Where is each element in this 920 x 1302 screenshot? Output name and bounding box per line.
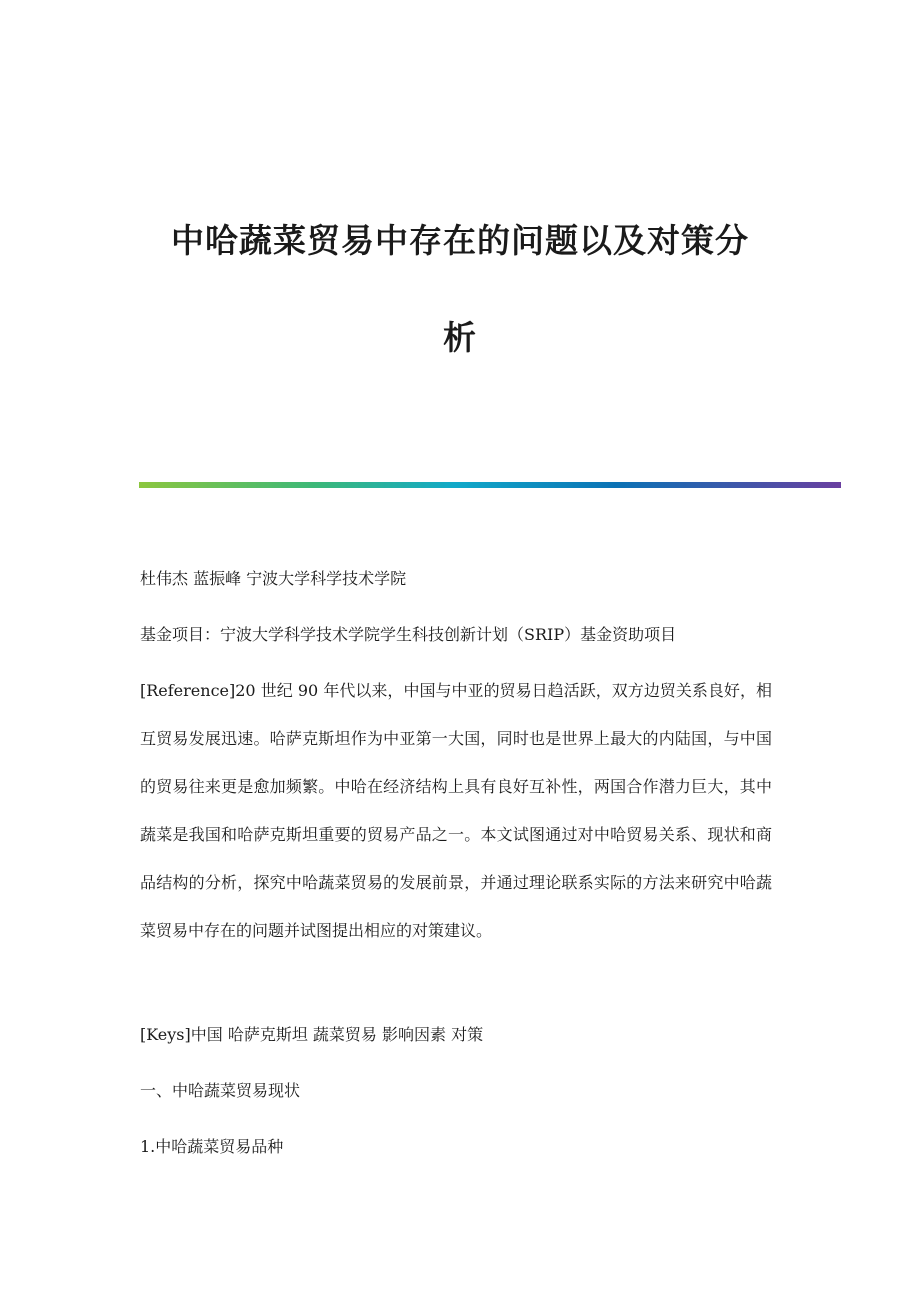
document-title-line-2: 析 bbox=[443, 318, 477, 357]
document-title-line-1: 中哈蔬菜贸易中存在的问题以及对策分 bbox=[171, 221, 749, 260]
keywords-line: [Keys]中国 哈萨克斯坦 蔬菜贸易 影响因素 对策 bbox=[140, 1025, 484, 1044]
abstract-paragraph: [Reference]20 世纪 90 年代以来，中国与中亚的贸易日趋活跃，双方边贸关系良好，相互贸易发展迅速。哈萨克斯坦作为中亚第一大国，同时也是世界上最大的内陆国，与中国的贸易往来更是愈加频繁。中哈在经济结构上具有良好互补性，两国合作潜力巨大，其中蔬菜是我国和哈萨克斯坦重要的贸易产品之一。本文试图通过对中哈贸易关系、现状和商品结构的分析，探究中哈蔬菜贸易的发展前景，并通过理论联系实际的方法来研究中哈蔬菜贸易中存在的问题并试图提出相应的对策建议。 bbox=[140, 681, 772, 940]
authors-line: 杜伟杰 蓝振峰 宁波大学科学技术学院 bbox=[140, 569, 407, 588]
section-heading: 一、中哈蔬菜贸易现状 bbox=[140, 1081, 301, 1100]
funding-line: 基金项目：宁波大学科学技术学院学生科技创新计划（SRIP）基金资助项目 bbox=[140, 625, 677, 644]
title-divider bbox=[139, 482, 841, 488]
subsection-heading: 1.中哈蔬菜贸易品种 bbox=[140, 1137, 284, 1156]
